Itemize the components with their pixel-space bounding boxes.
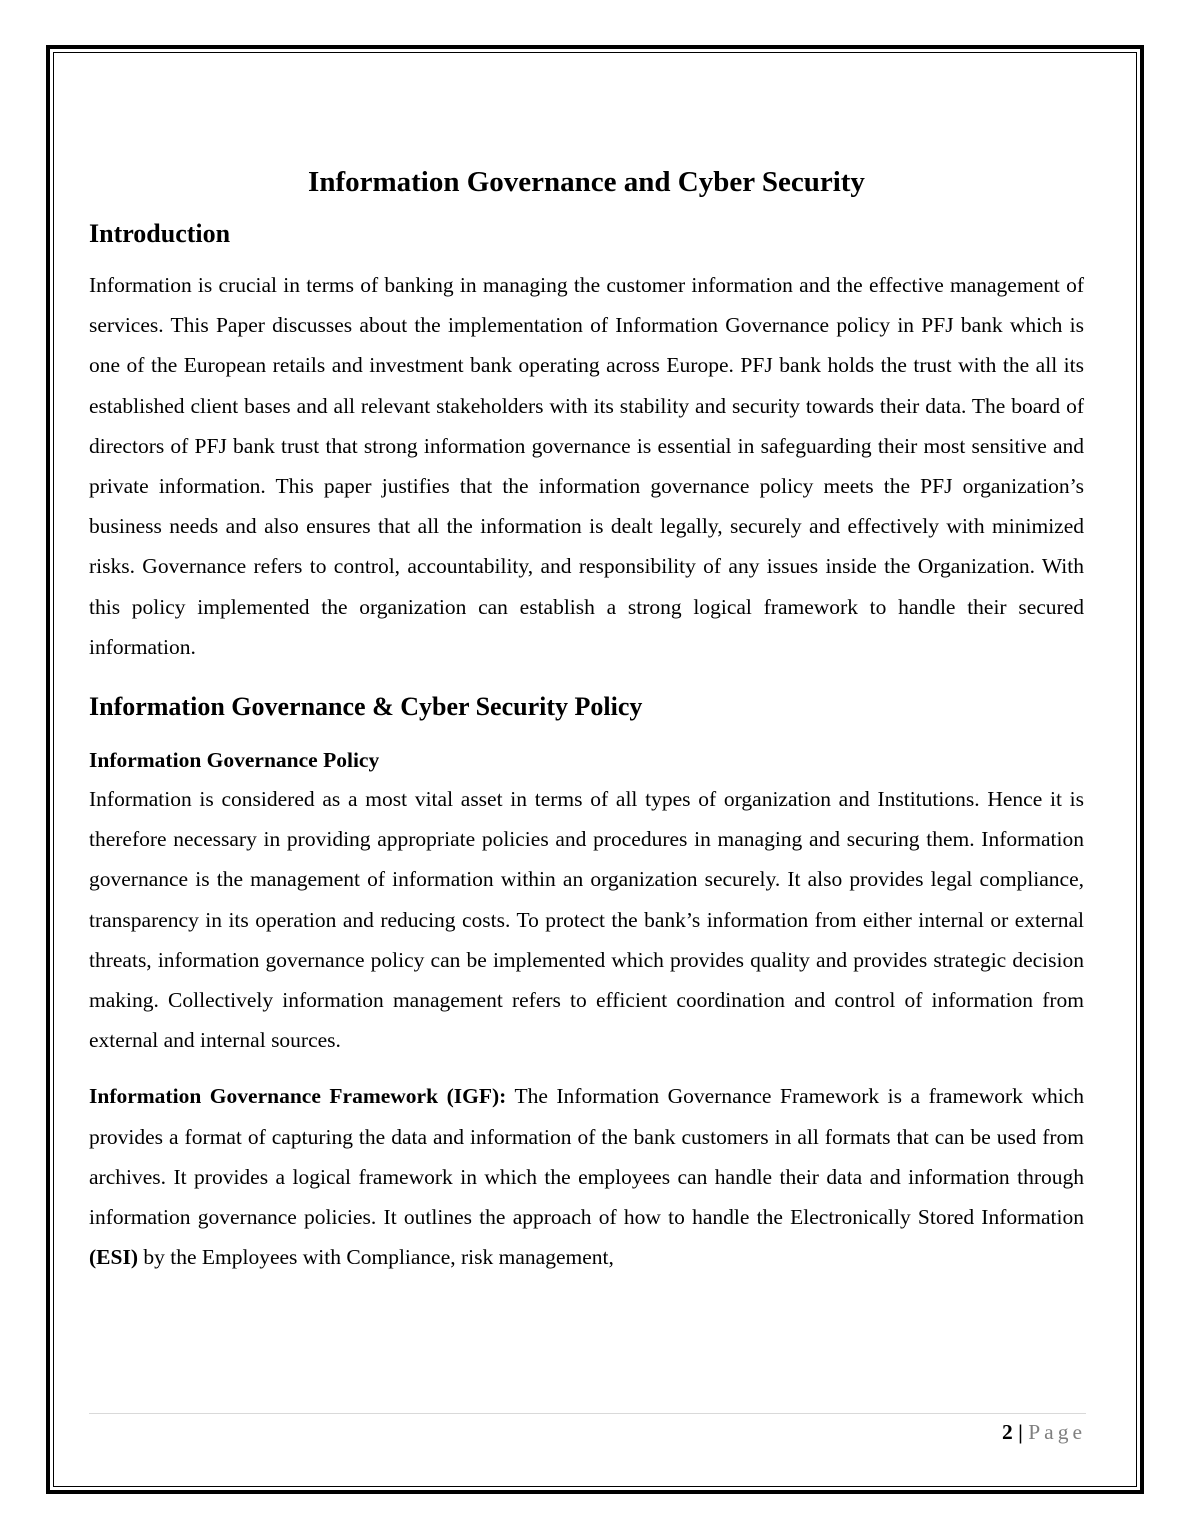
page-number: 2 — [1001, 1420, 1013, 1444]
footer-separator: | — [1018, 1420, 1023, 1444]
igf-text-part2: by the Employees with Compliance, risk management, — [137, 1245, 614, 1270]
document-body — [89, 160, 1084, 1277]
policy-heading: Information Governance & Cyber Security Policy — [89, 692, 643, 722]
ig-policy-paragraph: Information is considered as a most vital asset in terms of all types of organization and Institutions. Hence it is therefore necessary in providing appropriate policies and procedures in managing and securing them. Information governance is the management of information within an organization securely. It also provides legal compliance, transparency in its operation and reducing costs. To protect the bank’s information from either internal or external threats, information governance policy can be implemented which provides quality and provides strategic decision making. Collectively information management refers to efficient coordination and control of information from external and internal sources. — [89, 787, 1084, 1053]
page-footer — [1002, 1417, 1086, 1447]
igf-text-part1: The Information Governance Framework is a framework which provides a format of capturing the data and information of the bank customers in all formats that can be used from archives. It provides a logical framework in which the employees can handle their data and information through information governance policies. It outlines the approach of how to handle the Electronically Stored Information — [89, 1084, 1084, 1230]
igf-paragraph — [89, 1076, 1084, 1277]
igf-esi-term: (ESI) — [89, 1245, 138, 1270]
page-label: Page — [1028, 1420, 1086, 1444]
document-title: Information Governance and Cyber Security — [308, 166, 865, 198]
footer-divider — [89, 1413, 1086, 1414]
ig-policy-subheading: Information Governance Policy — [89, 748, 380, 773]
introduction-paragraph: Information is crucial in terms of banking in managing the customer information and the effective management of services. This Paper discusses about the implementation of Information Governance policy in PFJ bank which is one of the European retails and investment bank operating across Europe. PFJ bank holds the trust with the all its established client bases and all relevant stakeholders with its stability and security towards their data. The board of directors of PFJ bank trust that strong information governance is essential in safeguarding their most sensitive and private information. This paper justifies that the information governance policy meets the PFJ organization’s business needs and also ensures that all the information is dealt legally, securely and effectively with minimized risks. Governance refers to control, accountability, and responsibility of any issues inside the Organization. With this policy implemented the organization can establish a strong logical framework to handle their secured information. — [89, 273, 1084, 659]
igf-lead-term: Information Governance Framework (IGF): — [89, 1084, 507, 1109]
introduction-heading: Introduction — [89, 219, 231, 248]
